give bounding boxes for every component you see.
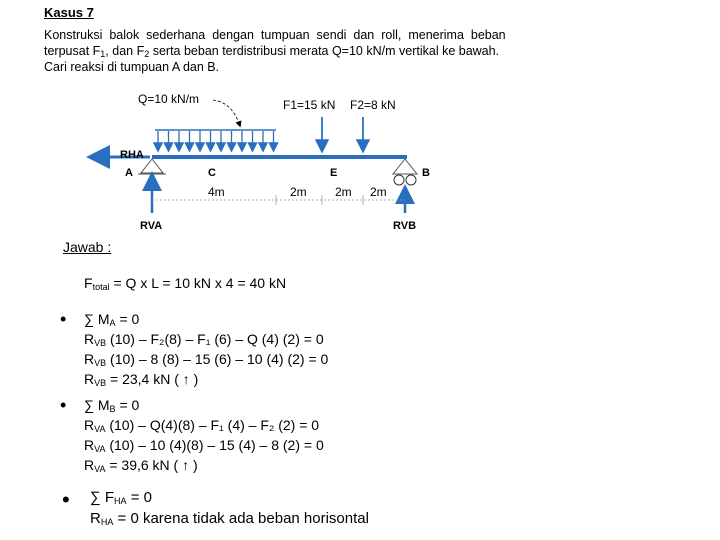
distributed-load: [155, 130, 276, 150]
horizontal-force-block: [90, 489, 369, 531]
moment-a-line-1: ∑ $M_A = 0$: [84, 311, 140, 328]
case-title: Kasus 7: [44, 5, 94, 20]
point-e-label: E: [330, 167, 338, 179]
moment-a-line-2: $R_{VB}$ (10) – F₂(8) – F₁ (6) – Q (4) (2) = 0: [84, 331, 324, 348]
moment-a-block: [84, 311, 328, 391]
bullet: •: [60, 395, 67, 415]
moment-a-line-4: $R_{VB} = 23,4$ kN ( ↑ ): [84, 371, 199, 388]
segment-ac-label: 4m: [208, 185, 225, 199]
roller-support-b: [393, 159, 417, 185]
ftotal-equation: $F_{total} = Q$ x L = 10 kN x 4 = 40 kN: [84, 275, 287, 292]
answer-heading: Jawab :: [63, 239, 112, 255]
f1-label: F1=15 kN: [283, 98, 336, 112]
rva-label: RVA: [140, 220, 163, 232]
beam-diagram: [0, 0, 720, 240]
segment-2-label: 2m: [290, 185, 307, 199]
moment-b-line-1: ∑ $M_B = 0$: [84, 397, 140, 414]
moment-b-line-2: $R_{VA}$ (10) – Q(4)(8) – F₁ (4) – F₂ (2) = 0: [84, 417, 320, 434]
beam: [152, 155, 407, 159]
moment-a-line-3: $R_{VB}$ (10) – 8 (8) – 15 (6) – 10 (4) (2) = 0: [84, 351, 329, 368]
rha-label: RHA: [120, 149, 144, 161]
bullet: •: [62, 487, 70, 512]
segment-3-label: 2m: [335, 185, 352, 199]
moment-b-block: [84, 397, 324, 477]
moment-b-line-4: $R_{VA} = 39,6$ kN ( ↑ ): [84, 457, 198, 474]
point-b-label: B: [422, 167, 430, 179]
q-pointer: [213, 100, 240, 126]
point-c-label: C: [208, 167, 216, 179]
f2-label: F2=8 kN: [350, 98, 396, 112]
pin-support-a: [138, 159, 166, 174]
moment-b-line-3: $R_{VA}$ (10) – 10 (4)(8) – 15 (4) – 8 (2) = 0: [84, 437, 324, 454]
horizontal-line-1: ∑ $F_{HA} = 0$: [90, 489, 152, 506]
q-label: Q=10 kN/m: [138, 92, 200, 106]
problem-line-1: Konstruksi balok sederhana dengan tumpuan sendi dan roll, menerima beban: [44, 28, 506, 42]
problem-line-3: Cari reaksi di tumpuan A dan B.: [44, 60, 220, 74]
segment-4-label: 2m: [370, 185, 387, 199]
rvb-label: RVB: [393, 220, 417, 232]
horizontal-line-2: $R_{HA} = 0$ karena tidak ada beban horisontal: [90, 510, 369, 527]
problem-line-2: terpusat $F_1$, dan $F_2$ serta beban terdistribusi merata Q=10 kN/m vertikal ke bawah.: [44, 44, 500, 59]
bullet: •: [60, 309, 67, 329]
point-a-label: A: [125, 167, 133, 179]
